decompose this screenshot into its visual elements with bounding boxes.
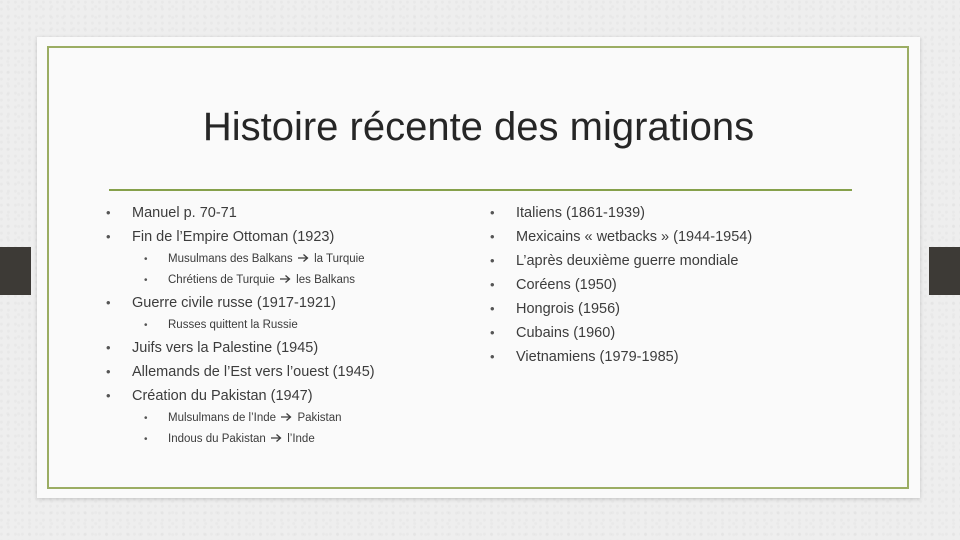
bullet-icon: • [490, 325, 495, 340]
bullet-icon: • [106, 388, 111, 403]
migration-origin: Mulsulmans de l’Inde [168, 412, 277, 424]
bullet-icon: • [106, 364, 111, 379]
right-bullet-list [490, 201, 870, 369]
bullet-icon: • [490, 253, 495, 268]
bullet-item [106, 291, 486, 315]
bullet-icon: • [106, 295, 111, 310]
bullet-text: Juifs vers la Palestine (1945) [132, 340, 319, 356]
bullet-icon: • [490, 205, 495, 220]
right-arrow-icon [280, 412, 292, 422]
migration-origin: Chrétiens de Turquie [168, 274, 275, 286]
bullet-icon: • [490, 349, 495, 364]
bullet-icon: • [144, 413, 148, 424]
bullet-text: Russes quittent la Russie [168, 319, 298, 331]
bullet-icon: • [144, 320, 148, 331]
bullet-text [168, 249, 365, 270]
migration-origin: Indous du Pakistan [168, 433, 266, 445]
bullet-text [168, 270, 355, 291]
bullet-item [490, 345, 870, 369]
migration-destination: la Turquie [314, 253, 365, 265]
migration-destination: les Balkans [296, 274, 355, 286]
bullet-text: Italiens (1861-1939) [516, 205, 645, 221]
bullet-item [490, 321, 870, 345]
bullet-item [106, 360, 486, 384]
sub-bullet-item [106, 408, 486, 429]
bullet-text: L’après deuxième guerre mondiale [516, 253, 739, 269]
bullet-icon: • [144, 275, 148, 286]
bullet-item [490, 273, 870, 297]
bullet-item [490, 249, 870, 273]
bullet-item [490, 297, 870, 321]
right-side-tab [929, 247, 960, 295]
bullet-text: Fin de l’Empire Ottoman (1923) [132, 229, 335, 245]
bullet-text [168, 429, 315, 450]
bullet-text: Création du Pakistan (1947) [132, 388, 313, 404]
bullet-text: Mexicains « wetbacks » (1944-1954) [516, 229, 753, 245]
migration-origin: Musulmans des Balkans [168, 253, 293, 265]
bullet-icon: • [490, 229, 495, 244]
migration-destination: l’Inde [287, 433, 315, 445]
sub-bullet-item [106, 429, 486, 450]
slide-title: Histoire récente des migrations [202, 105, 755, 149]
bullet-text: Cubains (1960) [516, 325, 616, 341]
bullet-item [106, 384, 486, 408]
bullet-item [106, 336, 486, 360]
bullet-icon: • [106, 340, 111, 355]
bullet-text: Hongrois (1956) [516, 301, 620, 317]
sub-bullet-item [106, 315, 486, 336]
bullet-item [490, 201, 870, 225]
bullet-icon: • [144, 254, 148, 265]
bullet-icon: • [106, 229, 111, 244]
right-arrow-icon [279, 274, 291, 284]
bullet-icon: • [490, 277, 495, 292]
bullet-item [106, 225, 486, 249]
left-bullet-list [106, 201, 486, 450]
left-side-tab [0, 247, 31, 295]
bullet-text [168, 408, 342, 429]
migration-destination: Pakistan [297, 412, 342, 424]
title-rule [109, 189, 852, 191]
bullet-item [106, 201, 486, 225]
slide-card [37, 37, 920, 498]
bullet-icon: • [144, 434, 148, 445]
bullet-text: Guerre civile russe (1917-1921) [132, 295, 336, 311]
sub-bullet-item [106, 249, 486, 270]
bullet-icon: • [106, 205, 111, 220]
bullet-icon: • [490, 301, 495, 316]
bullet-text: Allemands de l’Est vers l’ouest (1945) [132, 364, 375, 380]
sub-bullet-item [106, 270, 486, 291]
right-arrow-icon [297, 253, 309, 263]
bullet-text: Coréens (1950) [516, 277, 617, 293]
bullet-item [490, 225, 870, 249]
bullet-text: Vietnamiens (1979-1985) [516, 349, 679, 365]
right-arrow-icon [270, 433, 282, 443]
bullet-text: Manuel p. 70-71 [132, 205, 237, 221]
